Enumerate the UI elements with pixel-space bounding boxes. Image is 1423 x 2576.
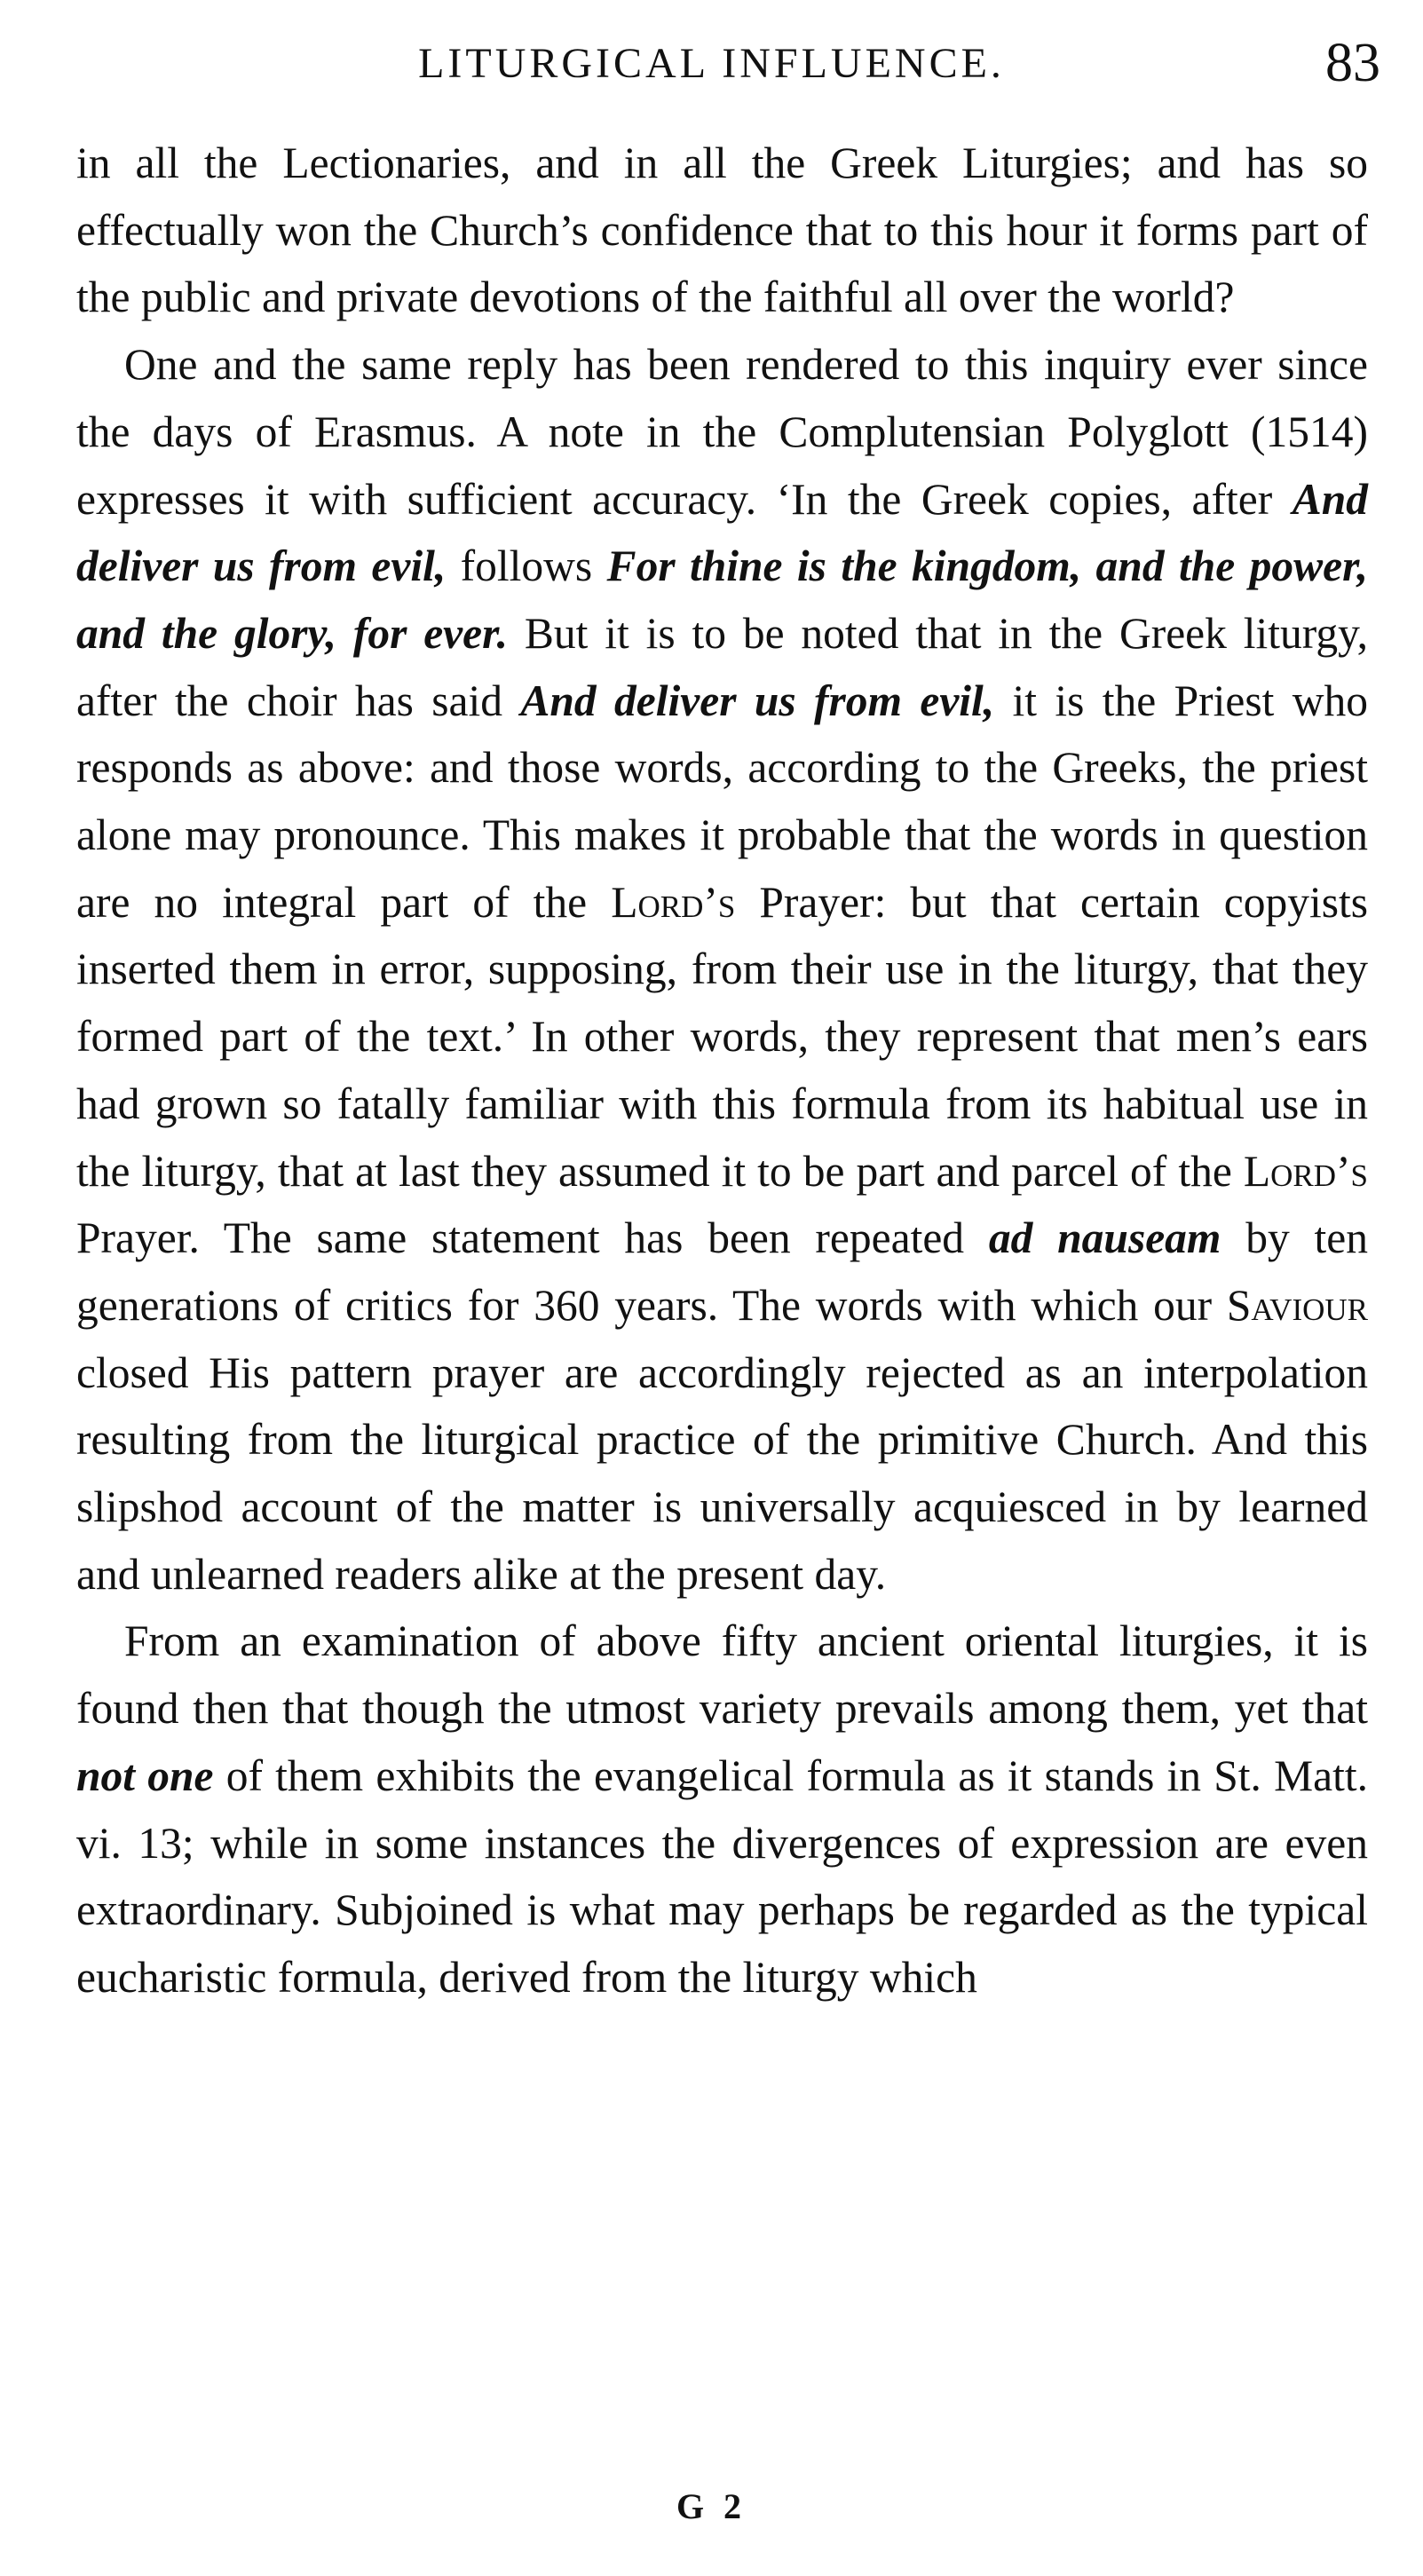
text-run: But it is to be noted that in the Greek liturgy, after the choir has said [76,608,1368,725]
body-text [76,130,1368,2011]
small-caps-word: Lord’s [1243,1146,1368,1196]
italic-phrase: not one [76,1750,214,1800]
text-run: Prayer. The same statement has been repeated [76,1213,989,1263]
text-run: it is the Priest who responds as above: and those words, according to the Greeks, the priest alone may pronounce. This makes it probable that the words in question are no integral part of the [76,676,1369,927]
paragraph-2 [76,331,1368,1608]
signature-mark: G 2 [676,2486,747,2526]
small-caps-word: Saviour [1226,1280,1368,1330]
text-run: closed His pattern prayer are accordingly rejected as an interpolation resulting from the liturgical practice of the primitive Church. And this slipshod account of the matter is universally acquiesced in by learned and unlearned readers alike at the present day. [76,1347,1368,1599]
italic-phrase: For thine is the kingdom, [606,541,1082,591]
italic-phrase: and the power, and the glory, for ever. [76,541,1369,658]
italic-phrase: And deliver us from evil, [76,474,1368,591]
text-run [1081,541,1095,590]
text-run: of them exhibits the evangelical formula as it stands in St. Matt. vi. 13; while in some instances the divergences of expression are even extraordinary. Subjoined is what may perhaps be regarded as the typical eucharistic formula, derived from the liturgy which [76,1750,1368,2002]
small-caps-word: Lord’s [611,877,736,927]
italic-phrase: And deliver us from evil, [520,676,995,725]
running-title: LITURGICAL INFLUENCE. [418,40,1005,87]
paragraph-1 [76,130,1368,331]
text-run: Prayer: but that certain copyists inserted them in error, supposing, from their use in the liturgy, that they formed part of the text.’ In other words, they represent that men’s ears had grown so fatally familiar with this formula from its habitual use in the liturgy, that at last they assumed it to be part and parcel of the [76,877,1368,1196]
paragraph-3 [76,1608,1368,2011]
page-number: 83 [1325,33,1380,93]
text-run: follows [446,541,607,591]
text-run: One and the same reply has been rendered to this inquiry ever since the days of Erasmus. A note in the Complutensian Polyglott (1514) expresses it with sufficient accuracy. ‘In the Greek copies, after [76,340,1368,524]
italic-phrase: ad nauseam [988,1213,1221,1263]
running-head [0,32,1423,103]
text-run: in all the Lectionaries, and in all the Greek Liturgies; and has so effectually won the Church’s confidence that to this hour it forms part of the public and private devotions of the faithful all over the world? [76,138,1368,322]
text-run: by ten generations of critics for 360 years. The words with which our [76,1213,1368,1330]
text-run: From an examination of above fifty ancient oriental liturgies, it is found then that though the utmost variety prevails among them, yet that [76,1616,1368,1734]
